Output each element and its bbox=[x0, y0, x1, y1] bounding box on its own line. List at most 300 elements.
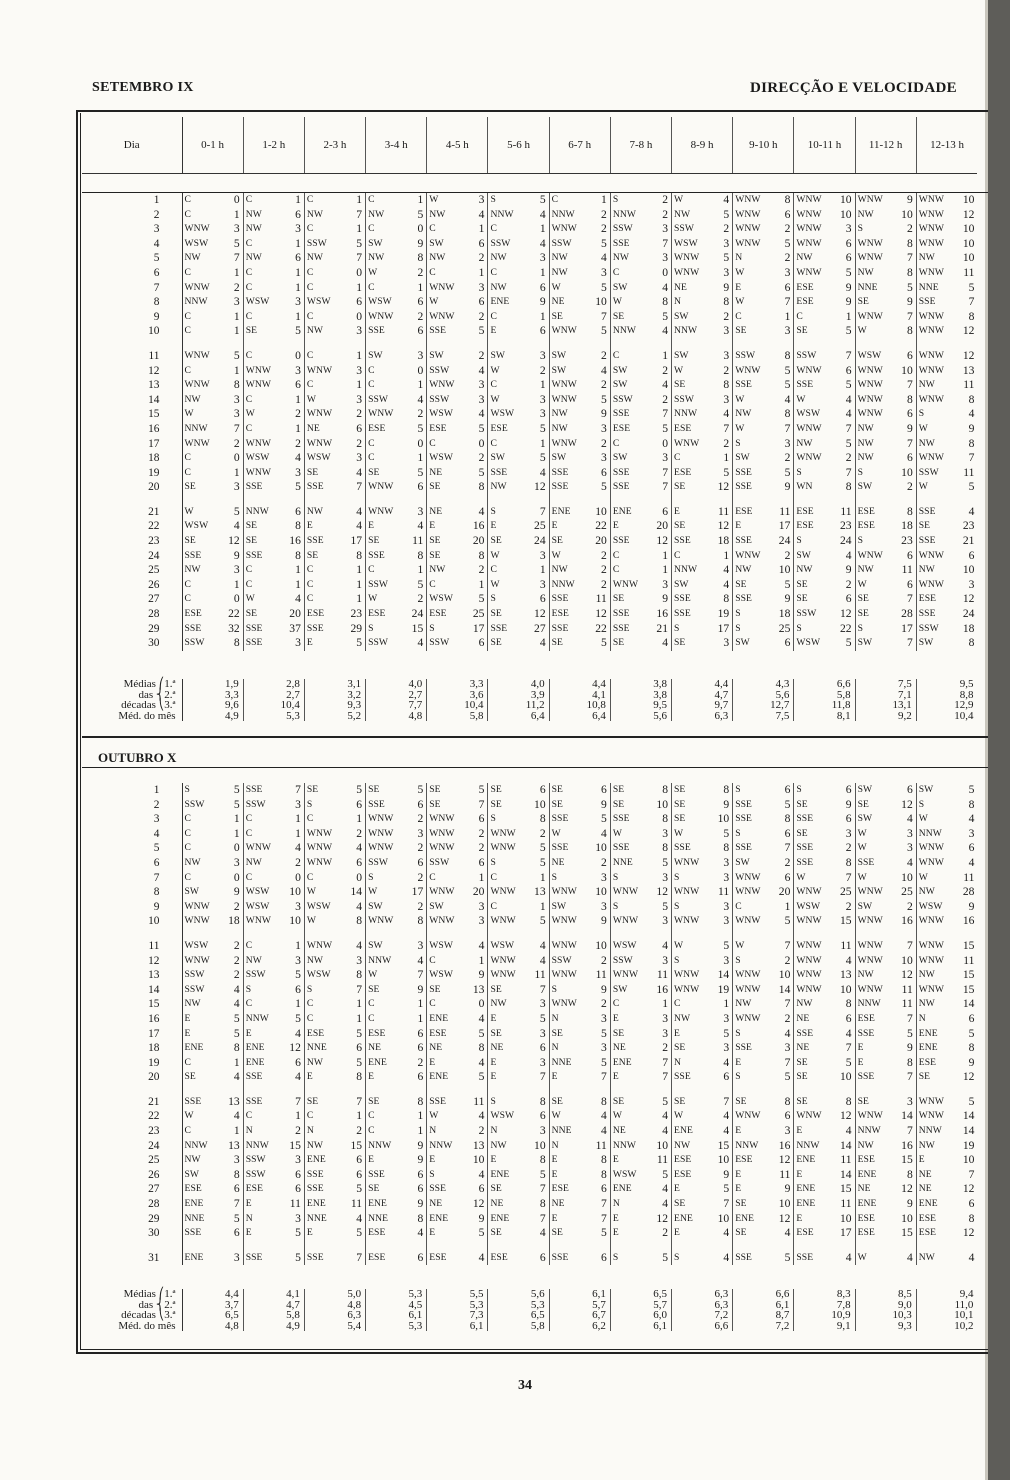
wind-direction: WSW bbox=[184, 520, 209, 532]
wind-direction: SSE bbox=[306, 535, 324, 547]
wind-speed: 5 bbox=[539, 1167, 546, 1181]
wind-cell bbox=[243, 798, 304, 813]
wind-cell bbox=[794, 480, 855, 495]
wind-speed: 1 bbox=[356, 812, 363, 826]
wind-direction: WNW bbox=[612, 915, 639, 927]
wind-direction: WNW bbox=[245, 437, 272, 449]
wind-speed: 5 bbox=[601, 636, 607, 650]
wind-direction: NE bbox=[490, 1042, 504, 1054]
wind-cell bbox=[794, 1056, 855, 1071]
wind-speed: 3 bbox=[233, 407, 240, 421]
wind-direction: ESE bbox=[918, 1227, 937, 1239]
wind-speed: 3 bbox=[233, 222, 240, 236]
wind-cell bbox=[549, 1139, 610, 1154]
wind-cell bbox=[243, 1070, 304, 1085]
wind-direction: SE bbox=[612, 784, 625, 795]
wind-cell bbox=[672, 1251, 733, 1266]
wind-direction: SE bbox=[735, 325, 747, 337]
wind-direction: SE bbox=[796, 578, 808, 590]
table-row bbox=[82, 193, 977, 208]
wind-speed: 2 bbox=[784, 451, 791, 465]
wind-direction: WNW bbox=[551, 886, 577, 898]
wind-direction: SSW bbox=[429, 856, 450, 868]
wind-direction: SSW bbox=[368, 578, 389, 590]
wind-cell bbox=[672, 251, 733, 266]
wind-direction: WNW bbox=[857, 915, 883, 927]
wind-speed: 3 bbox=[968, 577, 975, 591]
wind-cell bbox=[304, 636, 365, 651]
wind-direction: NW bbox=[184, 998, 201, 1010]
wind-speed: 1 bbox=[539, 436, 546, 450]
column-header-hour: 3-4 h bbox=[366, 117, 427, 174]
wind-cell bbox=[610, 968, 671, 983]
wind-speed: 1 bbox=[417, 1124, 424, 1138]
wind-direction: N bbox=[674, 296, 682, 308]
wind-direction: SE bbox=[674, 520, 686, 532]
wind-speed: 3 bbox=[601, 1011, 607, 1025]
average-value: 6,6 bbox=[733, 1289, 794, 1300]
wind-direction: NE bbox=[918, 1183, 932, 1195]
wind-direction: WSW bbox=[857, 349, 882, 361]
wind-direction: NW bbox=[857, 437, 874, 449]
wind-speed: 27 bbox=[534, 621, 546, 635]
wind-speed: 3 bbox=[784, 436, 791, 450]
wind-cell bbox=[488, 983, 549, 998]
wind-speed: 6 bbox=[968, 1011, 975, 1025]
wind-speed: 2 bbox=[478, 348, 485, 362]
wind-direction: E bbox=[490, 325, 497, 337]
wind-speed: 8 bbox=[662, 841, 668, 855]
wind-speed: 15 bbox=[289, 1138, 301, 1152]
average-value: 4,4 bbox=[182, 1289, 243, 1300]
wind-speed: 10 bbox=[534, 1138, 546, 1152]
wind-cell bbox=[916, 437, 977, 452]
wind-speed: 7 bbox=[356, 207, 363, 221]
wind-cell bbox=[182, 480, 243, 495]
wind-speed: 6 bbox=[478, 1182, 485, 1196]
wind-cell bbox=[794, 451, 855, 466]
wind-direction: ESE bbox=[735, 505, 753, 517]
wind-direction: W bbox=[306, 886, 317, 898]
wind-cell bbox=[304, 451, 365, 466]
wind-speed: 6 bbox=[356, 855, 363, 869]
wind-direction: ENE bbox=[490, 1212, 510, 1224]
wind-speed: 18 bbox=[228, 914, 240, 928]
wind-speed: 4 bbox=[601, 251, 607, 265]
wind-direction: NE bbox=[796, 1012, 810, 1024]
wind-speed: 2 bbox=[295, 1124, 301, 1138]
wind-cell bbox=[733, 1012, 794, 1027]
wind-speed: 5 bbox=[295, 1250, 301, 1264]
wind-direction: WNW bbox=[918, 325, 945, 337]
wind-speed: 7 bbox=[723, 421, 730, 435]
average-value: 9,7 bbox=[672, 700, 733, 711]
wind-cell bbox=[794, 1168, 855, 1183]
wind-cell bbox=[243, 251, 304, 266]
day-number: 21 bbox=[82, 505, 182, 520]
wind-direction: W bbox=[551, 281, 561, 293]
wind-direction: NW bbox=[490, 998, 507, 1010]
wind-direction: NW bbox=[918, 1139, 935, 1151]
average-value: 6,7 bbox=[549, 1310, 610, 1321]
wind-cell bbox=[855, 378, 916, 393]
wind-speed: 22 bbox=[595, 621, 607, 635]
day-number: 19 bbox=[82, 1056, 182, 1071]
table-row bbox=[82, 422, 977, 437]
wind-direction: NW bbox=[918, 252, 935, 264]
wind-direction: NW bbox=[918, 564, 935, 576]
wind-cell bbox=[794, 1212, 855, 1227]
wind-direction: SW bbox=[551, 452, 567, 464]
wind-direction: S bbox=[857, 466, 863, 478]
wind-direction: SW bbox=[674, 310, 689, 322]
wind-direction: SSW bbox=[796, 349, 817, 361]
wind-cell bbox=[427, 798, 488, 813]
average-value: 8,3 bbox=[794, 1289, 855, 1300]
table-row bbox=[82, 1109, 977, 1124]
wind-cell bbox=[182, 983, 243, 998]
wind-speed: 6 bbox=[478, 236, 485, 250]
wind-cell bbox=[610, 480, 671, 495]
wind-direction: S bbox=[674, 954, 680, 966]
wind-speed: 8 bbox=[233, 1041, 240, 1055]
wind-cell bbox=[855, 885, 916, 900]
wind-speed: 5 bbox=[784, 236, 791, 250]
wind-cell bbox=[794, 1182, 855, 1197]
wind-direction: WSW bbox=[245, 452, 270, 464]
wind-direction: C bbox=[306, 349, 314, 361]
wind-cell bbox=[733, 954, 794, 969]
wind-cell bbox=[733, 1070, 794, 1085]
wind-speed: 12 bbox=[962, 348, 975, 362]
wind-speed: 1 bbox=[356, 997, 363, 1011]
table-row bbox=[82, 798, 977, 813]
wind-direction: SSE bbox=[551, 481, 569, 493]
wind-speed: 11 bbox=[718, 504, 730, 518]
wind-cell bbox=[549, 519, 610, 534]
wind-cell bbox=[304, 1070, 365, 1085]
table-row bbox=[82, 939, 977, 954]
wind-direction: SE bbox=[306, 549, 319, 561]
day-number: 16 bbox=[82, 1012, 182, 1027]
wind-speed: 3 bbox=[662, 222, 668, 236]
wind-direction: WSW bbox=[429, 939, 453, 951]
wind-direction: SSE bbox=[612, 622, 630, 634]
wind-speed: 5 bbox=[539, 841, 546, 855]
wind-speed: 0 bbox=[417, 363, 424, 377]
wind-cell bbox=[488, 534, 549, 549]
wind-direction: SSE bbox=[674, 1071, 691, 1083]
wind-cell bbox=[488, 812, 549, 827]
wind-speed: 5 bbox=[968, 783, 975, 796]
wind-cell bbox=[182, 1095, 243, 1110]
wind-cell bbox=[488, 519, 549, 534]
wind-speed: 8 bbox=[295, 519, 301, 533]
wind-cell bbox=[672, 968, 733, 983]
wind-speed: 4 bbox=[662, 938, 668, 952]
wind-cell bbox=[733, 266, 794, 281]
wind-direction: ENE bbox=[245, 1042, 265, 1054]
wind-direction: N bbox=[612, 1198, 620, 1210]
wind-direction: S bbox=[796, 784, 802, 795]
wind-cell bbox=[427, 1041, 488, 1056]
wind-speed: 3 bbox=[539, 251, 546, 265]
wind-direction: ENE bbox=[184, 1042, 204, 1054]
wind-speed: 23 bbox=[839, 519, 852, 533]
wind-speed: 9 bbox=[539, 295, 546, 309]
day-number: 23 bbox=[82, 1124, 182, 1139]
wind-speed: 9 bbox=[601, 914, 607, 928]
wind-direction: WNW bbox=[184, 437, 210, 449]
wind-speed: 4 bbox=[233, 997, 240, 1011]
wind-direction: S bbox=[612, 900, 619, 912]
wind-direction: WNW bbox=[429, 281, 455, 293]
wind-direction: ENE bbox=[735, 1212, 755, 1224]
table-row bbox=[82, 364, 977, 379]
wind-speed: 7 bbox=[906, 1070, 913, 1084]
wind-speed: 1 bbox=[723, 451, 730, 465]
wind-direction: WNW bbox=[184, 915, 210, 927]
wind-direction: C bbox=[429, 871, 436, 883]
wind-speed: 3 bbox=[417, 348, 424, 362]
wind-speed: 4 bbox=[662, 1197, 668, 1211]
wind-speed: 8 bbox=[845, 997, 852, 1011]
wind-cell bbox=[916, 798, 977, 813]
wind-cell bbox=[243, 378, 304, 393]
wind-speed: 15 bbox=[962, 982, 975, 996]
average-value: 7,2 bbox=[672, 1310, 733, 1321]
wind-speed: 32 bbox=[228, 621, 240, 635]
wind-cell bbox=[488, 222, 549, 237]
wind-direction: C bbox=[306, 1012, 314, 1024]
table-row bbox=[82, 393, 977, 408]
wind-direction: SSW bbox=[674, 223, 695, 235]
table-row bbox=[82, 827, 977, 842]
wind-cell bbox=[488, 914, 549, 929]
wind-direction: SSE bbox=[735, 466, 753, 478]
wind-speed: 5 bbox=[723, 826, 730, 840]
day-number: 31 bbox=[82, 1251, 182, 1266]
wind-direction: NNW bbox=[245, 1139, 269, 1151]
wind-speed: 18 bbox=[778, 607, 791, 621]
wind-direction: C bbox=[429, 578, 436, 590]
wind-cell bbox=[488, 466, 549, 481]
wind-direction: WNW bbox=[429, 915, 455, 927]
wind-speed: 4 bbox=[233, 1109, 240, 1123]
wind-speed: 2 bbox=[417, 1055, 424, 1069]
wind-direction: SSW bbox=[368, 393, 389, 405]
wind-cell bbox=[182, 407, 243, 422]
wind-speed: 1 bbox=[478, 265, 485, 279]
wind-speed: 25 bbox=[901, 885, 913, 899]
wind-direction: SSE bbox=[674, 842, 691, 854]
wind-speed: 29 bbox=[350, 621, 363, 635]
wind-direction: SW bbox=[612, 983, 628, 995]
wind-direction: S bbox=[674, 900, 680, 912]
wind-cell bbox=[488, 636, 549, 651]
wind-direction: E bbox=[612, 1227, 619, 1239]
wind-direction: SE bbox=[490, 798, 502, 810]
wind-direction: ESE bbox=[796, 505, 814, 517]
wind-cell bbox=[427, 534, 488, 549]
wind-speed: 5 bbox=[784, 797, 791, 811]
wind-speed: 6 bbox=[539, 1109, 546, 1123]
day-number: 21 bbox=[82, 1095, 182, 1110]
wind-cell bbox=[672, 1012, 733, 1027]
wind-speed: 3 bbox=[662, 870, 668, 884]
wind-cell bbox=[794, 900, 855, 915]
wind-speed: 7 bbox=[233, 251, 240, 265]
wind-direction: WNW bbox=[857, 549, 883, 561]
wind-cell bbox=[488, 1012, 549, 1027]
wind-cell bbox=[488, 364, 549, 379]
wind-speed: 10 bbox=[901, 1211, 913, 1225]
wind-cell bbox=[427, 636, 488, 651]
wind-cell bbox=[672, 422, 733, 437]
wind-cell bbox=[366, 1070, 427, 1085]
wind-direction: SE bbox=[490, 983, 502, 995]
wind-direction: SE bbox=[796, 827, 808, 839]
wind-speed: 10 bbox=[962, 236, 975, 250]
table-row bbox=[82, 519, 977, 534]
wind-speed: 1 bbox=[295, 193, 301, 206]
wind-cell bbox=[672, 349, 733, 364]
wind-cell bbox=[733, 437, 794, 452]
wind-direction: C bbox=[306, 310, 314, 322]
wind-cell bbox=[610, 827, 671, 842]
wind-speed: 9 bbox=[417, 1153, 424, 1167]
wind-speed: 5 bbox=[478, 592, 485, 606]
wind-cell bbox=[182, 237, 243, 252]
wind-speed: 1 bbox=[601, 193, 607, 206]
wind-direction: ESE bbox=[674, 466, 692, 478]
wind-speed: 9 bbox=[601, 797, 607, 811]
wind-speed: 14 bbox=[901, 1109, 913, 1123]
wind-direction: ENE bbox=[857, 1168, 877, 1180]
wind-cell bbox=[427, 1212, 488, 1227]
wind-direction: SE bbox=[612, 310, 625, 322]
wind-direction: S bbox=[674, 622, 680, 634]
wind-cell bbox=[304, 519, 365, 534]
wind-speed: 1 bbox=[417, 193, 424, 206]
day-number: 4 bbox=[82, 827, 182, 842]
wind-direction: WNW bbox=[918, 842, 945, 854]
wind-direction: SSE bbox=[857, 1071, 875, 1083]
wind-cell bbox=[304, 437, 365, 452]
wind-cell bbox=[610, 310, 671, 325]
wind-cell bbox=[304, 592, 365, 607]
wind-speed: 1 bbox=[356, 563, 363, 577]
wind-direction: C bbox=[674, 452, 681, 464]
wind-speed: 2 bbox=[601, 207, 607, 221]
wind-speed: 4 bbox=[723, 193, 730, 206]
wind-speed: 2 bbox=[662, 1226, 668, 1240]
column-header-hour: 1-2 h bbox=[243, 117, 304, 174]
wind-speed: 6 bbox=[968, 548, 975, 562]
wind-speed: 6 bbox=[356, 797, 363, 811]
wind-speed: 10 bbox=[778, 563, 791, 577]
wind-direction: SSE bbox=[612, 408, 630, 420]
wind-cell bbox=[243, 1124, 304, 1139]
wind-direction: WNW bbox=[735, 1110, 761, 1122]
wind-cell bbox=[733, 466, 794, 481]
wind-cell bbox=[243, 519, 304, 534]
wind-direction: W bbox=[857, 842, 867, 854]
wind-direction: C bbox=[368, 998, 375, 1010]
wind-speed: 7 bbox=[845, 421, 852, 435]
wind-cell bbox=[916, 885, 977, 900]
wind-cell bbox=[427, 1095, 488, 1110]
wind-speed: 1 bbox=[233, 1055, 240, 1069]
wind-cell bbox=[549, 466, 610, 481]
wind-cell bbox=[488, 885, 549, 900]
wind-cell bbox=[304, 407, 365, 422]
wind-speed: 3 bbox=[784, 1124, 791, 1138]
wind-speed: 4 bbox=[845, 1250, 852, 1264]
table-row bbox=[82, 1056, 977, 1071]
wind-speed: 4 bbox=[356, 841, 363, 855]
wind-cell bbox=[916, 251, 977, 266]
wind-direction: C bbox=[245, 266, 253, 278]
wind-speed: 25 bbox=[472, 607, 485, 621]
wind-cell bbox=[182, 1153, 243, 1168]
wind-speed: 9 bbox=[906, 193, 913, 206]
wind-cell bbox=[549, 783, 610, 798]
wind-direction: NW bbox=[857, 1139, 874, 1151]
wind-speed: 2 bbox=[478, 841, 485, 855]
wind-cell bbox=[488, 954, 549, 969]
wind-direction: E bbox=[551, 1071, 558, 1083]
wind-speed: 7 bbox=[906, 1124, 913, 1138]
wind-speed: 0 bbox=[417, 222, 424, 236]
wind-speed: 11 bbox=[595, 968, 607, 982]
wind-direction: NW bbox=[612, 252, 629, 264]
wind-direction: SSE bbox=[735, 813, 753, 825]
wind-direction: NW bbox=[245, 252, 262, 264]
wind-direction: WNW bbox=[857, 237, 883, 249]
wind-speed: 4 bbox=[356, 938, 363, 952]
wind-direction: WNW bbox=[918, 983, 945, 995]
wind-speed: 2 bbox=[417, 407, 424, 421]
wind-direction: SSW bbox=[245, 1168, 266, 1180]
day-number: 3 bbox=[82, 222, 182, 237]
wind-cell bbox=[182, 281, 243, 296]
wind-cell bbox=[182, 437, 243, 452]
wind-speed: 8 bbox=[417, 251, 424, 265]
wind-speed: 7 bbox=[356, 982, 363, 996]
wind-speed: 2 bbox=[662, 1041, 668, 1055]
wind-cell bbox=[366, 1139, 427, 1154]
wind-direction: SW bbox=[490, 349, 506, 361]
wind-direction: WNW bbox=[735, 1012, 761, 1024]
wind-speed: 1 bbox=[539, 222, 546, 236]
wind-cell bbox=[733, 281, 794, 296]
wind-cell bbox=[610, 1168, 671, 1183]
wind-cell bbox=[243, 607, 304, 622]
wind-speed: 1 bbox=[723, 548, 730, 562]
wind-speed: 1 bbox=[723, 997, 730, 1011]
wind-direction: WNW bbox=[735, 871, 761, 883]
wind-speed: 7 bbox=[968, 451, 975, 465]
wind-direction: WNW bbox=[490, 886, 516, 898]
wind-speed: 3 bbox=[601, 421, 607, 435]
day-number: 2 bbox=[82, 208, 182, 223]
wind-cell bbox=[672, 480, 733, 495]
wind-cell bbox=[427, 237, 488, 252]
wind-cell bbox=[304, 393, 365, 408]
wind-direction: ESE bbox=[857, 1212, 875, 1224]
wind-cell bbox=[243, 295, 304, 310]
